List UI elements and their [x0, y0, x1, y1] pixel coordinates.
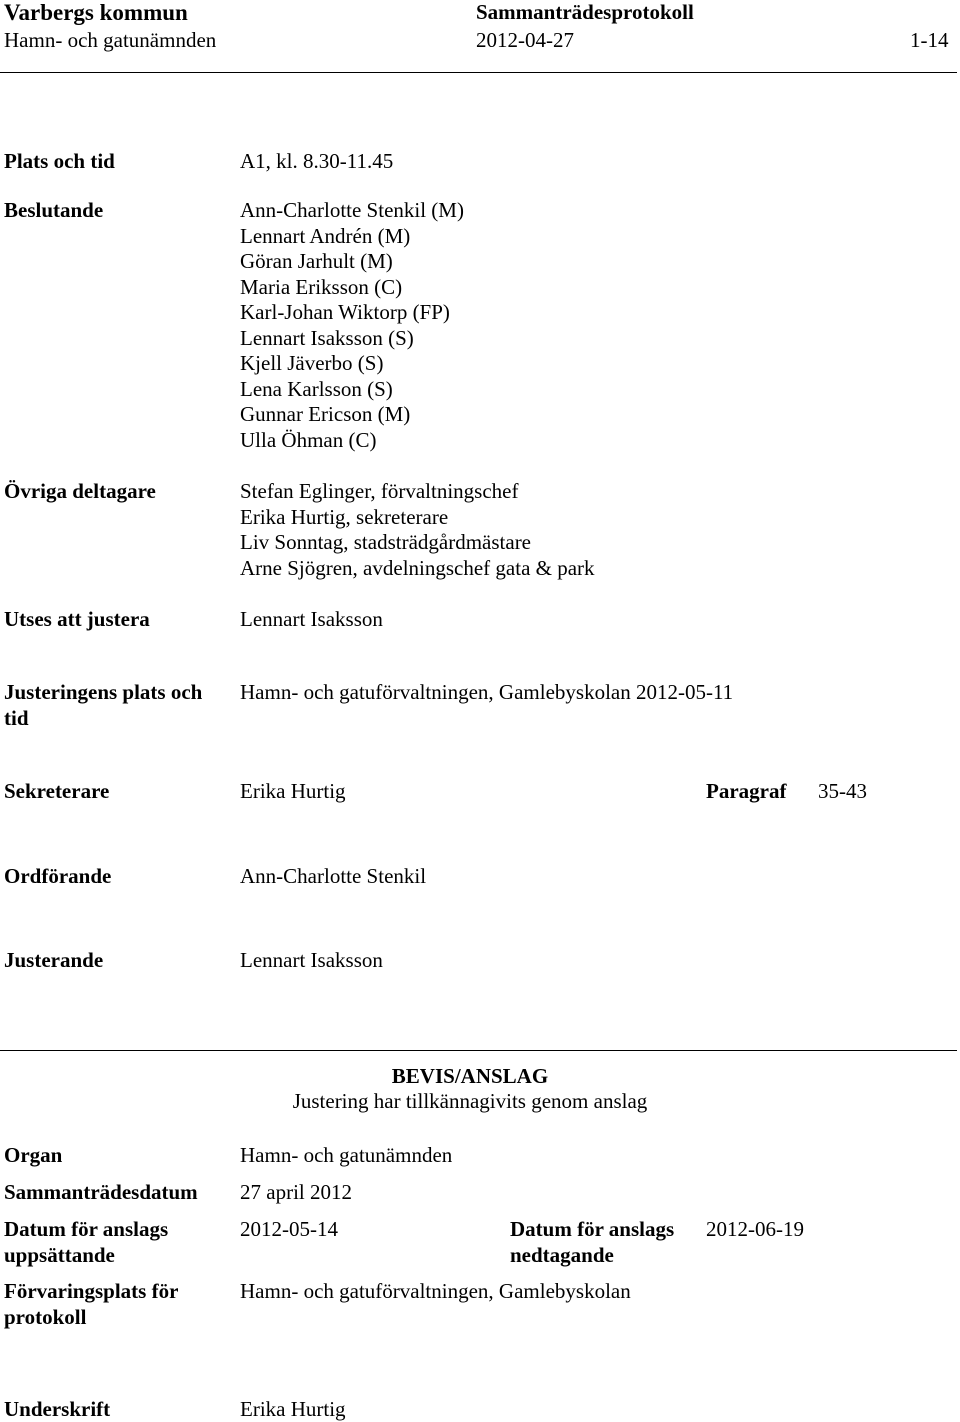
deciding-label: Beslutande: [4, 198, 104, 222]
signature-label: Underskrift: [4, 1397, 111, 1421]
document-type: Sammanträdesprotokoll: [476, 0, 694, 24]
meeting-date: 2012-04-27: [476, 28, 574, 52]
removal-date-label: Datum för anslags nedtagande: [510, 1217, 675, 1267]
header-divider: [0, 72, 957, 73]
adjuster-value: Lennart Isaksson: [240, 607, 383, 631]
list-item: Erika Hurtig, sekreterare: [240, 504, 449, 529]
place-time-value: A1, kl. 8.30-11.45: [240, 149, 394, 173]
posting-date-value: 2012-05-14: [240, 1217, 338, 1241]
list-item: Lennart Isaksson (S): [240, 325, 414, 350]
list-item: Lena Karlsson (S): [240, 376, 393, 401]
adjusting-label: Justerande: [4, 948, 104, 972]
list-item: Karl-Johan Wiktorp (FP): [240, 300, 450, 324]
others-list: [240, 479, 595, 581]
list-item: Göran Jarhult (M): [240, 249, 393, 273]
list-item: Kjell Jäverbo (S): [240, 351, 384, 375]
signature-value: Erika Hurtig: [240, 1397, 346, 1421]
paragraph-value: 35-43: [818, 779, 867, 803]
list-item: Ann-Charlotte Stenkil (M): [240, 198, 464, 222]
adjuster-label: Utses att justera: [4, 607, 150, 631]
chair-value: Ann-Charlotte Stenkil: [240, 864, 427, 888]
meeting-date-label: Sammanträdesdatum: [4, 1180, 198, 1204]
notice-divider: [0, 1050, 957, 1051]
page-range: 1-14: [910, 28, 949, 52]
notice-title: BEVIS/ANSLAG: [391, 1064, 549, 1088]
posting-date-label: Datum för anslags uppsättande: [4, 1217, 169, 1267]
deciding-list: [240, 198, 464, 453]
storage-label: Förvaringsplats för protokoll: [4, 1279, 179, 1329]
list-item: Lennart Andrén (M): [240, 223, 411, 248]
others-label: Övriga deltagare: [4, 479, 156, 503]
meeting-date-value: 27 april 2012: [240, 1180, 352, 1204]
secretary-value: Erika Hurtig: [240, 779, 346, 803]
place-time-label: Plats och tid: [4, 149, 115, 173]
list-item: Maria Eriksson (C): [240, 274, 403, 299]
adjustment-place-label: Justeringens plats och tid: [4, 680, 203, 730]
committee-name: Hamn- och gatunämnden: [4, 28, 217, 52]
adjustment-place-value: Hamn- och gatuförvaltningen, Gamlebyskolan 2012-05-11: [240, 680, 734, 704]
secretary-label: Sekreterare: [4, 779, 110, 803]
municipality-name: Varbergs kommun: [4, 0, 188, 25]
list-item: Arne Sjögren, avdelningschef gata & park: [240, 555, 595, 580]
adjusting-value: Lennart Isaksson: [240, 948, 383, 972]
notice-subtitle: Justering har tillkännagivits genom anslag: [292, 1089, 648, 1113]
paragraph-label: Paragraf: [706, 779, 787, 803]
organ-value: Hamn- och gatunämnden: [240, 1143, 453, 1167]
list-item: Gunnar Ericson (M): [240, 402, 411, 426]
storage-value: Hamn- och gatuförvaltningen, Gamlebyskolan: [240, 1279, 631, 1303]
list-item: Liv Sonntag, stadsträdgårdmästare: [240, 530, 532, 554]
list-item: Ulla Öhman (C): [240, 427, 377, 452]
list-item: Stefan Eglinger, förvaltningschef: [240, 479, 519, 503]
chair-label: Ordförande: [4, 864, 112, 888]
removal-date-value: 2012-06-19: [706, 1217, 804, 1241]
organ-label: Organ: [4, 1143, 63, 1167]
